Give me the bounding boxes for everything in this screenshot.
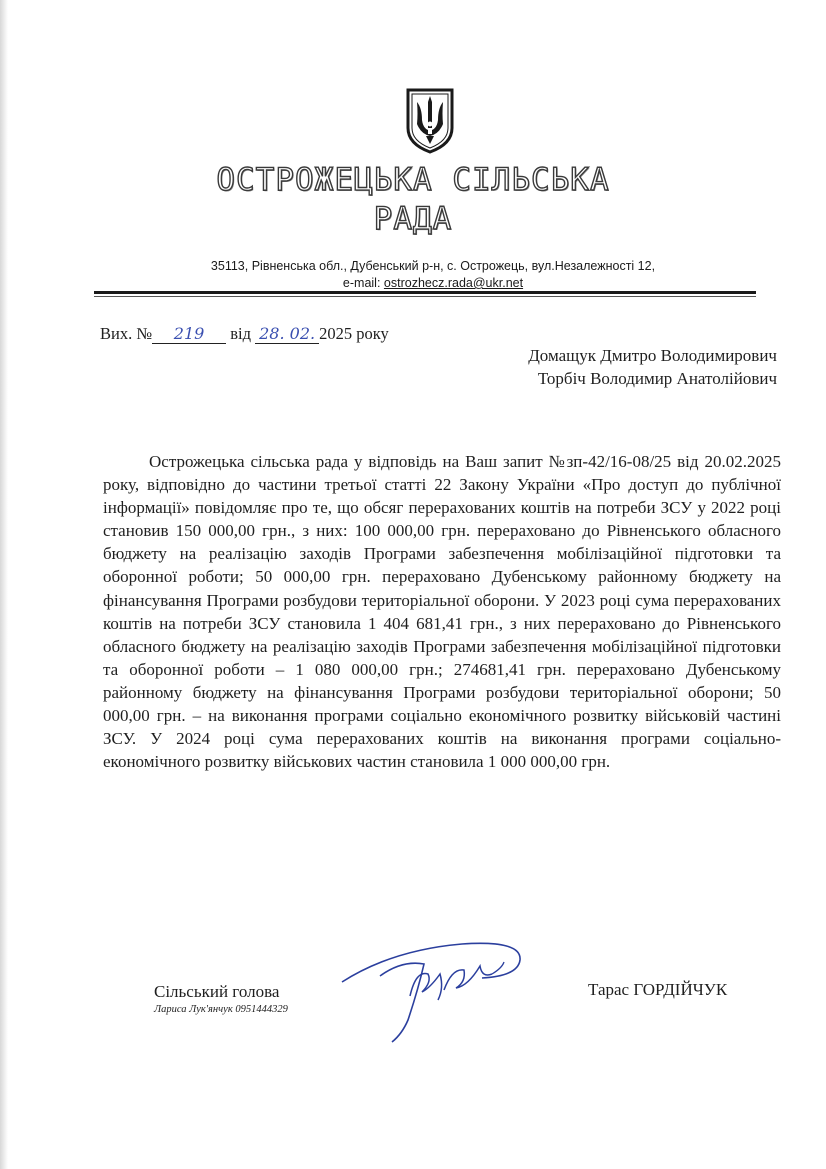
outgoing-date: 28. 02. [255,324,319,344]
recipient-name: Домащук Дмитро Володимирович [528,346,777,365]
signer-title: Сільський голова [154,982,280,1001]
outgoing-number: 219 [152,324,226,344]
organization-name-line2: РАДА [373,201,453,237]
recipients-block [528,344,777,390]
executor-contact: Лариса Лук'янчук 0951444329 [154,1004,288,1015]
handwritten-signature [332,930,532,1050]
trident-emblem-icon [404,88,456,154]
outgoing-date-label: від [230,324,251,343]
header-divider-thin [94,296,756,297]
outgoing-reference [100,324,389,344]
postal-address: 35113, Рівненська обл., Дубенський р-н, с. Острожець, вул.Незалежності 12, [210,259,656,273]
recipient-name: Торбіч Володимир Анатолійович [537,369,777,388]
email-label: e-mail: [342,276,381,290]
address-block [0,258,826,292]
outgoing-number-label: Вих. № [100,324,153,343]
letter-body: Острожецька сільська рада у відповідь на Ваш запит №зп-42/16-08/25 від 20.02.2025 року, відповідно до частини третьої статті 22 Закону України «Про доступ до публічної інформації» повідомляє про те, що обсяг перерахованих коштів на потреби ЗСУ у 2022 році становив 150 000,00 грн., з них: 100 000,00 грн. перераховано до Рівненського обласного бюджету на реалізацію заходів Програми забезпечення мобілізаційної підготовки та оборонної роботи; 50 000,00 грн. перераховано Дубенському районному бюджету на фінансування Програми розбудови територіальної оборони. У 2023 році сума перерахованих коштів на потреби ЗСУ становила 1 404 681,41 грн., з них перераховано до Рівненського обласного бюджету на реалізацію заходів Програми забезпечення мобілізаційної підготовки та оборонної роботи – 1 080 000,00 грн.; 274681,41 грн. перераховано Дубенському районному бюджету на фінансування Програми розбудови територіальної оборони; 50 000,00 грн. – на виконання програми соціально економічного розвитку військовій частині ЗСУ. У 2024 році сума перерахованих коштів на виконання програми соціально-економічного розвитку військових частин становила 1 000 000,00 грн. [103,452,781,772]
signer-name: Тарас ГОРДІЙЧУК [588,980,728,999]
email-line [0,275,826,292]
email-link[interactable]: ostrozhecz.rada@ukr.net [383,276,524,290]
outgoing-year: 2025 року [319,324,389,343]
header-divider-thick [94,291,756,294]
organization-name-line1: ОСТРОЖЕЦЬКА СІЛЬСЬКА [216,162,610,198]
